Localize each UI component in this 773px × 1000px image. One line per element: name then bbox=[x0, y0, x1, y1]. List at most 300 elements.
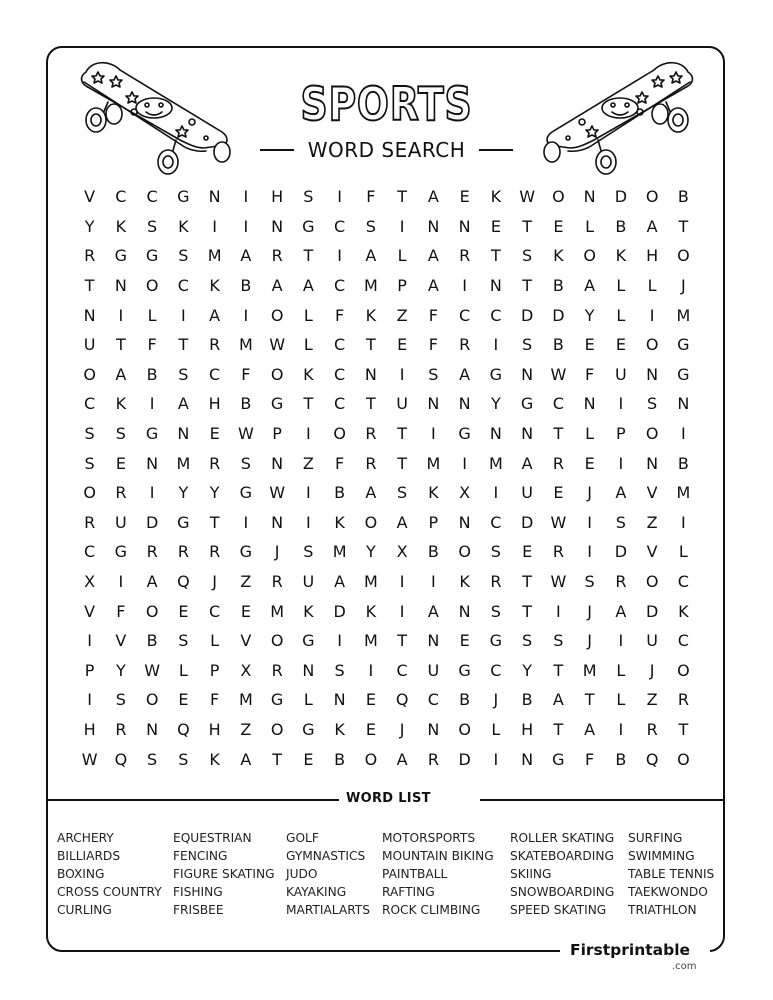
grid-letter[interactable]: C bbox=[552, 394, 564, 414]
grid-letter[interactable]: U bbox=[521, 483, 533, 503]
grid-letter[interactable]: M bbox=[676, 305, 691, 325]
grid-letter[interactable]: A bbox=[427, 187, 439, 207]
grid-letter[interactable]: I bbox=[587, 542, 592, 562]
grid-letter[interactable]: N bbox=[489, 276, 502, 296]
grid-letter[interactable]: D bbox=[520, 512, 534, 532]
grid-letter[interactable]: S bbox=[647, 394, 658, 414]
grid-letter[interactable]: R bbox=[146, 542, 158, 562]
grid-letter[interactable]: S bbox=[428, 364, 439, 384]
grid-letter[interactable]: L bbox=[616, 660, 626, 680]
grid-letter[interactable]: T bbox=[303, 394, 314, 414]
grid-letter[interactable]: I bbox=[399, 572, 405, 592]
grid-letter[interactable]: I bbox=[243, 216, 249, 236]
grid-letter[interactable]: M bbox=[676, 483, 691, 503]
grid-letter[interactable]: J bbox=[587, 601, 592, 621]
grid-letter[interactable]: C bbox=[334, 394, 346, 414]
grid-letter[interactable]: Z bbox=[646, 690, 658, 710]
grid-letter[interactable]: I bbox=[399, 601, 405, 621]
grid-letter[interactable]: I bbox=[87, 631, 92, 651]
grid-letter[interactable]: K bbox=[303, 364, 314, 384]
grid-letter[interactable]: S bbox=[303, 542, 314, 562]
grid-letter[interactable]: S bbox=[553, 631, 564, 651]
grid-letter[interactable]: L bbox=[678, 542, 688, 562]
grid-letter[interactable]: I bbox=[337, 187, 342, 207]
grid-letter[interactable]: N bbox=[146, 453, 159, 473]
grid-letter[interactable]: O bbox=[583, 246, 596, 266]
grid-letter[interactable]: A bbox=[115, 364, 127, 384]
grid-letter[interactable]: A bbox=[615, 601, 627, 621]
grid-letter[interactable]: A bbox=[271, 276, 283, 296]
grid-letter[interactable]: E bbox=[459, 187, 470, 207]
grid-letter[interactable]: C bbox=[115, 187, 127, 207]
grid-letter[interactable]: R bbox=[552, 453, 564, 473]
grid-letter[interactable]: G bbox=[520, 394, 534, 414]
grid-letter[interactable]: M bbox=[363, 276, 378, 296]
grid-letter[interactable]: C bbox=[146, 187, 158, 207]
grid-letter[interactable]: S bbox=[522, 335, 533, 355]
grid-letter[interactable]: E bbox=[522, 542, 533, 562]
grid-letter[interactable]: A bbox=[209, 305, 221, 325]
grid-letter[interactable]: I bbox=[337, 246, 342, 266]
grid-letter[interactable]: C bbox=[677, 572, 689, 592]
grid-letter[interactable]: F bbox=[335, 305, 345, 325]
grid-letter[interactable]: I bbox=[118, 572, 124, 592]
grid-letter[interactable]: O bbox=[364, 512, 378, 532]
grid-letter[interactable]: S bbox=[178, 631, 189, 651]
grid-letter[interactable]: O bbox=[458, 542, 471, 562]
grid-letter[interactable]: Z bbox=[240, 572, 252, 592]
grid-letter[interactable]: O bbox=[645, 572, 659, 592]
grid-letter[interactable]: B bbox=[615, 749, 627, 769]
grid-letter[interactable]: O bbox=[677, 660, 690, 680]
grid-letter[interactable]: C bbox=[677, 631, 689, 651]
grid-letter[interactable]: L bbox=[178, 660, 188, 680]
grid-letter[interactable]: I bbox=[431, 424, 436, 444]
grid-letter[interactable]: U bbox=[302, 572, 315, 592]
grid-letter[interactable]: P bbox=[209, 660, 220, 680]
grid-letter[interactable]: I bbox=[462, 276, 467, 296]
grid-letter[interactable]: V bbox=[115, 631, 127, 651]
grid-letter[interactable]: E bbox=[459, 631, 470, 651]
grid-letter[interactable]: T bbox=[397, 453, 408, 473]
grid-letter[interactable]: Y bbox=[490, 394, 501, 414]
grid-letter[interactable]: B bbox=[334, 483, 346, 503]
grid-letter[interactable]: B bbox=[240, 276, 252, 296]
grid-letter[interactable]: N bbox=[427, 631, 440, 651]
grid-letter[interactable]: N bbox=[489, 424, 502, 444]
grid-letter[interactable]: S bbox=[178, 246, 189, 266]
grid-letter[interactable]: P bbox=[84, 660, 95, 680]
grid-letter[interactable]: J bbox=[587, 483, 592, 503]
grid-letter[interactable]: H bbox=[521, 719, 534, 739]
grid-letter[interactable]: M bbox=[363, 631, 378, 651]
grid-letter[interactable]: P bbox=[272, 424, 282, 444]
grid-letter[interactable]: I bbox=[118, 305, 124, 325]
grid-letter[interactable]: B bbox=[677, 453, 689, 473]
grid-letter[interactable]: K bbox=[115, 216, 127, 236]
grid-letter[interactable]: T bbox=[522, 601, 533, 621]
grid-letter[interactable]: G bbox=[145, 424, 159, 444]
grid-letter[interactable]: N bbox=[427, 216, 440, 236]
grid-letter[interactable]: I bbox=[681, 424, 686, 444]
grid-letter[interactable]: H bbox=[271, 187, 284, 207]
grid-letter[interactable]: I bbox=[399, 216, 405, 236]
grid-letter[interactable]: G bbox=[270, 394, 284, 414]
grid-letter[interactable]: T bbox=[84, 276, 95, 296]
grid-letter[interactable]: B bbox=[427, 542, 439, 562]
grid-letter[interactable]: N bbox=[146, 719, 159, 739]
grid-letter[interactable]: Y bbox=[365, 542, 376, 562]
grid-letter[interactable]: J bbox=[274, 542, 280, 562]
grid-letter[interactable]: E bbox=[397, 335, 408, 355]
grid-letter[interactable]: D bbox=[333, 601, 346, 621]
grid-letter[interactable]: F bbox=[147, 335, 157, 355]
grid-letter[interactable]: A bbox=[646, 216, 658, 236]
grid-letter[interactable]: A bbox=[615, 483, 627, 503]
grid-letter[interactable]: K bbox=[115, 394, 127, 414]
grid-letter[interactable]: E bbox=[365, 690, 376, 710]
grid-letter[interactable]: T bbox=[178, 335, 189, 355]
grid-letter[interactable]: C bbox=[334, 364, 346, 384]
grid-letter[interactable]: A bbox=[427, 601, 439, 621]
grid-letter[interactable]: E bbox=[178, 690, 189, 710]
grid-letter[interactable]: R bbox=[427, 749, 439, 769]
grid-letter[interactable]: K bbox=[209, 749, 220, 769]
grid-letter[interactable]: S bbox=[397, 483, 408, 503]
grid-letter[interactable]: G bbox=[270, 690, 284, 710]
grid-letter[interactable]: J bbox=[649, 660, 655, 680]
grid-letter[interactable]: A bbox=[552, 690, 564, 710]
grid-letter[interactable]: G bbox=[677, 335, 690, 355]
grid-letter[interactable]: G bbox=[677, 364, 690, 384]
grid-letter[interactable]: A bbox=[146, 572, 158, 592]
grid-letter[interactable]: V bbox=[646, 542, 658, 562]
grid-letter[interactable]: R bbox=[365, 424, 377, 444]
grid-letter[interactable]: E bbox=[365, 719, 376, 739]
grid-letter[interactable]: S bbox=[84, 424, 95, 444]
grid-letter[interactable]: E bbox=[178, 601, 189, 621]
grid-letter[interactable]: D bbox=[614, 187, 628, 207]
grid-letter[interactable]: M bbox=[238, 335, 253, 355]
grid-letter[interactable]: G bbox=[177, 187, 190, 207]
grid-letter[interactable]: S bbox=[115, 424, 126, 444]
grid-letter[interactable]: L bbox=[616, 305, 626, 325]
grid-letter[interactable]: C bbox=[490, 660, 502, 680]
grid-letter[interactable]: D bbox=[520, 305, 534, 325]
grid-letter[interactable]: E bbox=[240, 601, 251, 621]
grid-letter[interactable]: W bbox=[269, 483, 286, 503]
grid-letter[interactable]: D bbox=[552, 305, 565, 325]
grid-letter[interactable]: U bbox=[615, 364, 627, 384]
grid-letter[interactable]: U bbox=[646, 631, 658, 651]
grid-letter[interactable]: G bbox=[489, 364, 503, 384]
grid-letter[interactable]: I bbox=[462, 453, 467, 473]
grid-letter[interactable]: X bbox=[459, 483, 471, 503]
grid-letter[interactable]: A bbox=[365, 483, 377, 503]
grid-letter[interactable]: V bbox=[646, 483, 658, 503]
grid-letter[interactable]: S bbox=[178, 749, 189, 769]
grid-letter[interactable]: M bbox=[363, 572, 378, 592]
grid-letter[interactable]: O bbox=[270, 364, 284, 384]
grid-letter[interactable]: T bbox=[553, 719, 564, 739]
grid-letter[interactable]: V bbox=[240, 631, 252, 651]
grid-letter[interactable]: W bbox=[550, 572, 567, 592]
grid-letter[interactable]: I bbox=[681, 512, 686, 532]
grid-letter[interactable]: O bbox=[458, 719, 471, 739]
grid-letter[interactable]: R bbox=[271, 246, 283, 266]
grid-letter[interactable]: O bbox=[270, 631, 284, 651]
grid-letter[interactable]: J bbox=[493, 690, 499, 710]
grid-letter[interactable]: E bbox=[584, 335, 595, 355]
grid-letter[interactable]: Y bbox=[115, 660, 126, 680]
grid-letter[interactable]: K bbox=[365, 305, 377, 325]
grid-letter[interactable]: F bbox=[210, 690, 220, 710]
grid-letter[interactable]: L bbox=[303, 335, 313, 355]
grid-letter[interactable]: N bbox=[458, 216, 471, 236]
grid-letter[interactable]: W bbox=[237, 424, 254, 444]
grid-letter[interactable]: N bbox=[646, 453, 659, 473]
grid-letter[interactable]: A bbox=[584, 719, 596, 739]
grid-letter[interactable]: T bbox=[397, 424, 408, 444]
grid-letter[interactable]: G bbox=[302, 216, 315, 236]
grid-letter[interactable]: K bbox=[490, 187, 502, 207]
grid-letter[interactable]: N bbox=[271, 216, 284, 236]
grid-letter[interactable]: K bbox=[303, 601, 314, 621]
grid-letter[interactable]: R bbox=[459, 335, 471, 355]
grid-letter[interactable]: W bbox=[269, 335, 286, 355]
grid-letter[interactable]: S bbox=[334, 660, 345, 680]
grid-letter[interactable]: K bbox=[178, 216, 189, 236]
grid-letter[interactable]: N bbox=[521, 424, 534, 444]
grid-letter[interactable]: C bbox=[84, 394, 96, 414]
grid-letter[interactable]: B bbox=[615, 216, 627, 236]
grid-letter[interactable]: R bbox=[209, 453, 221, 473]
grid-letter[interactable]: R bbox=[84, 246, 96, 266]
grid-letter[interactable]: H bbox=[208, 394, 221, 414]
grid-letter[interactable]: A bbox=[334, 572, 346, 592]
grid-letter[interactable]: I bbox=[337, 631, 342, 651]
grid-letter[interactable]: F bbox=[585, 749, 595, 769]
grid-letter[interactable]: O bbox=[83, 364, 96, 384]
grid-letter[interactable]: I bbox=[368, 660, 374, 680]
grid-letter[interactable]: N bbox=[521, 749, 534, 769]
grid-letter[interactable]: M bbox=[176, 453, 191, 473]
grid-letter[interactable]: K bbox=[428, 483, 439, 503]
grid-letter[interactable]: N bbox=[677, 394, 690, 414]
grid-letter[interactable]: K bbox=[209, 276, 220, 296]
grid-letter[interactable]: H bbox=[208, 719, 221, 739]
grid-letter[interactable]: O bbox=[270, 305, 284, 325]
grid-letter[interactable]: I bbox=[618, 394, 624, 414]
grid-letter[interactable]: E bbox=[553, 483, 564, 503]
grid-letter[interactable]: C bbox=[177, 276, 189, 296]
grid-letter[interactable]: A bbox=[396, 749, 408, 769]
grid-letter[interactable]: I bbox=[493, 335, 499, 355]
grid-letter[interactable]: T bbox=[522, 276, 533, 296]
grid-letter[interactable]: L bbox=[210, 631, 220, 651]
grid-letter[interactable]: M bbox=[582, 660, 597, 680]
grid-letter[interactable]: W bbox=[550, 512, 567, 532]
grid-letter[interactable]: S bbox=[615, 512, 626, 532]
grid-letter[interactable]: Z bbox=[302, 453, 314, 473]
grid-letter[interactable]: G bbox=[239, 483, 253, 503]
grid-letter[interactable]: Q bbox=[177, 719, 190, 739]
grid-letter[interactable]: O bbox=[270, 719, 284, 739]
grid-letter[interactable]: Q bbox=[177, 572, 190, 592]
grid-letter[interactable]: R bbox=[646, 719, 658, 739]
grid-letter[interactable]: F bbox=[428, 305, 438, 325]
grid-letter[interactable]: H bbox=[83, 719, 96, 739]
grid-letter[interactable]: N bbox=[302, 660, 315, 680]
grid-letter[interactable]: D bbox=[645, 601, 659, 621]
grid-letter[interactable]: Y bbox=[178, 483, 189, 503]
grid-letter[interactable]: M bbox=[270, 601, 285, 621]
grid-letter[interactable]: S bbox=[240, 453, 251, 473]
grid-letter[interactable]: K bbox=[334, 719, 345, 739]
grid-letter[interactable]: E bbox=[553, 216, 564, 236]
grid-letter[interactable]: A bbox=[427, 246, 439, 266]
grid-letter[interactable]: M bbox=[332, 542, 347, 562]
grid-letter[interactable]: G bbox=[302, 631, 315, 651]
grid-letter[interactable]: M bbox=[207, 246, 222, 266]
grid-letter[interactable]: Z bbox=[396, 305, 408, 325]
grid-letter[interactable]: W bbox=[550, 364, 567, 384]
grid-letter[interactable]: G bbox=[114, 246, 128, 266]
grid-letter[interactable]: S bbox=[147, 216, 158, 236]
grid-letter[interactable]: R bbox=[490, 572, 502, 592]
grid-letter[interactable]: Y bbox=[584, 305, 595, 325]
grid-letter[interactable]: R bbox=[552, 542, 564, 562]
grid-letter[interactable]: N bbox=[458, 394, 471, 414]
grid-letter[interactable]: E bbox=[209, 424, 220, 444]
grid-letter[interactable]: A bbox=[302, 276, 314, 296]
grid-letter[interactable]: U bbox=[396, 394, 408, 414]
grid-letter[interactable]: S bbox=[522, 631, 533, 651]
grid-letter[interactable]: T bbox=[365, 394, 376, 414]
grid-letter[interactable]: L bbox=[397, 246, 407, 266]
grid-letter[interactable]: L bbox=[616, 690, 626, 710]
grid-letter[interactable]: J bbox=[587, 631, 592, 651]
grid-letter[interactable]: U bbox=[427, 660, 440, 680]
grid-letter[interactable]: S bbox=[115, 690, 126, 710]
grid-letter[interactable]: I bbox=[556, 601, 561, 621]
grid-letter[interactable]: I bbox=[149, 483, 155, 503]
grid-letter[interactable]: T bbox=[365, 335, 376, 355]
grid-letter[interactable]: N bbox=[458, 512, 471, 532]
grid-letter[interactable]: I bbox=[87, 690, 92, 710]
grid-letter[interactable]: I bbox=[431, 572, 436, 592]
grid-letter[interactable]: O bbox=[364, 749, 378, 769]
grid-letter[interactable]: I bbox=[493, 749, 499, 769]
grid-letter[interactable]: T bbox=[553, 424, 564, 444]
grid-letter[interactable]: T bbox=[397, 187, 408, 207]
grid-letter[interactable]: P bbox=[616, 424, 626, 444]
grid-letter[interactable]: N bbox=[427, 394, 440, 414]
grid-letter[interactable]: O bbox=[645, 424, 659, 444]
grid-letter[interactable]: C bbox=[334, 276, 346, 296]
grid-letter[interactable]: V bbox=[84, 601, 96, 621]
grid-letter[interactable]: N bbox=[427, 719, 440, 739]
grid-letter[interactable]: F bbox=[241, 364, 251, 384]
grid-letter[interactable]: R bbox=[365, 453, 377, 473]
grid-letter[interactable]: T bbox=[553, 660, 564, 680]
grid-letter[interactable]: O bbox=[645, 187, 659, 207]
grid-letter[interactable]: G bbox=[489, 631, 503, 651]
grid-letter[interactable]: T bbox=[522, 216, 533, 236]
grid-letter[interactable]: D bbox=[145, 512, 159, 532]
grid-letter[interactable]: K bbox=[365, 601, 377, 621]
grid-letter[interactable]: X bbox=[240, 660, 252, 680]
grid-letter[interactable]: S bbox=[84, 453, 95, 473]
grid-letter[interactable]: K bbox=[615, 246, 627, 266]
grid-letter[interactable]: E bbox=[615, 335, 626, 355]
grid-letter[interactable]: H bbox=[646, 246, 659, 266]
grid-letter[interactable]: U bbox=[115, 512, 127, 532]
grid-letter[interactable]: Z bbox=[240, 719, 252, 739]
grid-letter[interactable]: W bbox=[81, 749, 98, 769]
grid-letter[interactable]: O bbox=[677, 246, 690, 266]
grid-letter[interactable]: C bbox=[84, 542, 96, 562]
grid-letter[interactable]: M bbox=[426, 453, 441, 473]
grid-letter[interactable]: G bbox=[552, 749, 565, 769]
grid-letter[interactable]: K bbox=[334, 512, 345, 532]
grid-letter[interactable]: I bbox=[493, 483, 499, 503]
grid-letter[interactable]: W bbox=[144, 660, 161, 680]
grid-letter[interactable]: N bbox=[646, 364, 659, 384]
grid-letter[interactable]: G bbox=[302, 719, 315, 739]
grid-letter[interactable]: I bbox=[618, 631, 624, 651]
grid-letter[interactable]: B bbox=[677, 187, 689, 207]
grid-letter[interactable]: A bbox=[365, 246, 377, 266]
grid-letter[interactable]: C bbox=[209, 364, 221, 384]
grid-letter[interactable]: C bbox=[334, 335, 346, 355]
grid-letter[interactable]: Y bbox=[522, 660, 533, 680]
grid-letter[interactable]: T bbox=[272, 749, 283, 769]
grid-letter[interactable]: B bbox=[240, 394, 252, 414]
grid-letter[interactable]: Q bbox=[395, 690, 409, 710]
grid-letter[interactable]: B bbox=[146, 364, 158, 384]
grid-letter[interactable]: G bbox=[239, 542, 253, 562]
grid-letter[interactable]: W bbox=[519, 187, 536, 207]
grid-letter[interactable]: I bbox=[306, 483, 311, 503]
grid-letter[interactable]: N bbox=[271, 453, 284, 473]
grid-letter[interactable]: N bbox=[364, 364, 377, 384]
grid-letter[interactable]: P bbox=[428, 512, 439, 532]
grid-letter[interactable]: E bbox=[490, 216, 501, 236]
grid-letter[interactable]: R bbox=[115, 483, 127, 503]
grid-letter[interactable]: F bbox=[428, 335, 438, 355]
grid-letter[interactable]: I bbox=[243, 512, 249, 532]
grid-letter[interactable]: F bbox=[585, 364, 595, 384]
grid-letter[interactable]: Q bbox=[645, 749, 659, 769]
grid-letter[interactable]: T bbox=[584, 690, 595, 710]
grid-letter[interactable]: O bbox=[83, 483, 96, 503]
grid-letter[interactable]: L bbox=[585, 216, 595, 236]
grid-letter[interactable]: D bbox=[614, 542, 628, 562]
grid-letter[interactable]: N bbox=[83, 305, 96, 325]
grid-letter[interactable]: S bbox=[490, 601, 501, 621]
grid-letter[interactable]: G bbox=[458, 660, 471, 680]
grid-letter[interactable]: C bbox=[334, 216, 346, 236]
grid-letter[interactable]: O bbox=[552, 187, 565, 207]
grid-letter[interactable]: A bbox=[396, 512, 408, 532]
grid-letter[interactable]: T bbox=[490, 246, 501, 266]
grid-letter[interactable]: N bbox=[114, 276, 127, 296]
grid-letter[interactable]: I bbox=[181, 305, 186, 325]
grid-letter[interactable]: K bbox=[678, 601, 689, 621]
grid-letter[interactable]: L bbox=[491, 719, 501, 739]
grid-letter[interactable]: Q bbox=[114, 749, 128, 769]
